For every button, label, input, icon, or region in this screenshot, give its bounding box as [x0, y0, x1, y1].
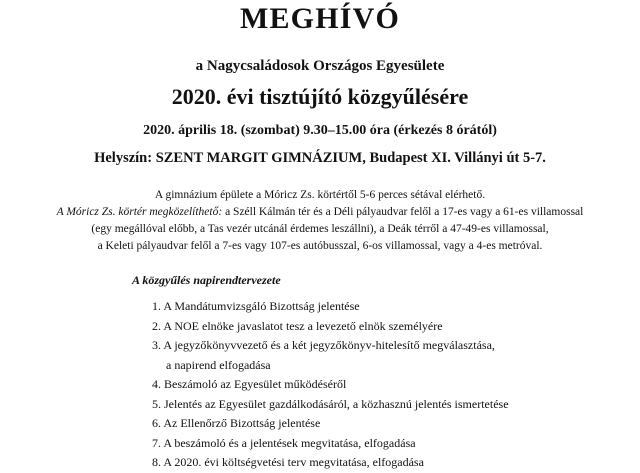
list-item: 2. A NOE elnöke javaslatot tesz a levezető elnök személyére: [152, 318, 443, 333]
page-title: MEGHÍVÓ: [239, 2, 401, 35]
travel-line-4: a Keleti pályaudvar felől a 7-es vagy 107-es autóbusszal, 6-os villamossal, vagy a 4-es metróval.: [97, 240, 543, 252]
list-item: 6. Az Ellenőrző Bizottság jelentése: [152, 416, 321, 430]
travel-line-3: (egy megállóval előbb, a Tas vezér utcánál érdemes leszállni), a Deák térről a 47-49-es villamossal,: [91, 223, 549, 235]
list-item-continuation: a napirend elfogadása: [166, 357, 271, 372]
list-item: 4. Beszámoló az Egyesület működéséről: [152, 377, 347, 391]
travel-line-2: [34, 204, 606, 221]
venue-line: Helyszín: SZENT MARGIT GIMNÁZIUM, Budapest XI. Villányi út 5-7.: [94, 150, 546, 166]
list-item: 1. A Mandátumvizsgáló Bizottság jelentése: [152, 299, 360, 313]
list-item: 8. A 2020. évi költségvetési terv megvitatása, elfogadása: [152, 455, 424, 469]
list-item: 3. A jegyzőkönyvvezető és a két jegyzőkönyv-hitelesítő megválasztása,: [152, 338, 495, 352]
list-item: 5. Jelentés az Egyesület gazdálkodásáról, a közhasznú jelentés ismertetése: [152, 396, 509, 411]
list-item: 7. A beszámoló és a jelentések megvitatása, elfogadása: [152, 435, 416, 450]
datetime-line: 2020. április 18. (szombat) 9.30–15.00 óra (érkezés 8 órától): [143, 123, 497, 138]
travel-line-1: A gimnázium épülete a Móricz Zs. körtértől 5-6 perces sétával elérhető.: [154, 189, 486, 201]
travel-line-2-rest: a Széll Kálmán tér és a Déli pályaudvar felől a 17-es vagy a 61-es villamossal: [222, 206, 584, 218]
organization-line: a Nagycsaládosok Országos Egyesülete: [195, 58, 445, 74]
agenda-heading: A közgyűlés napirendtervezete: [132, 273, 281, 287]
agenda-list: [34, 297, 606, 473]
travel-directions: [34, 187, 606, 255]
invitation-document: [0, 2, 640, 469]
travel-line-2-emphasis: A Móricz Zs. körtér megközelíthető:: [56, 206, 223, 218]
event-line: 2020. évi tisztújító közgyűlésére: [171, 84, 469, 109]
